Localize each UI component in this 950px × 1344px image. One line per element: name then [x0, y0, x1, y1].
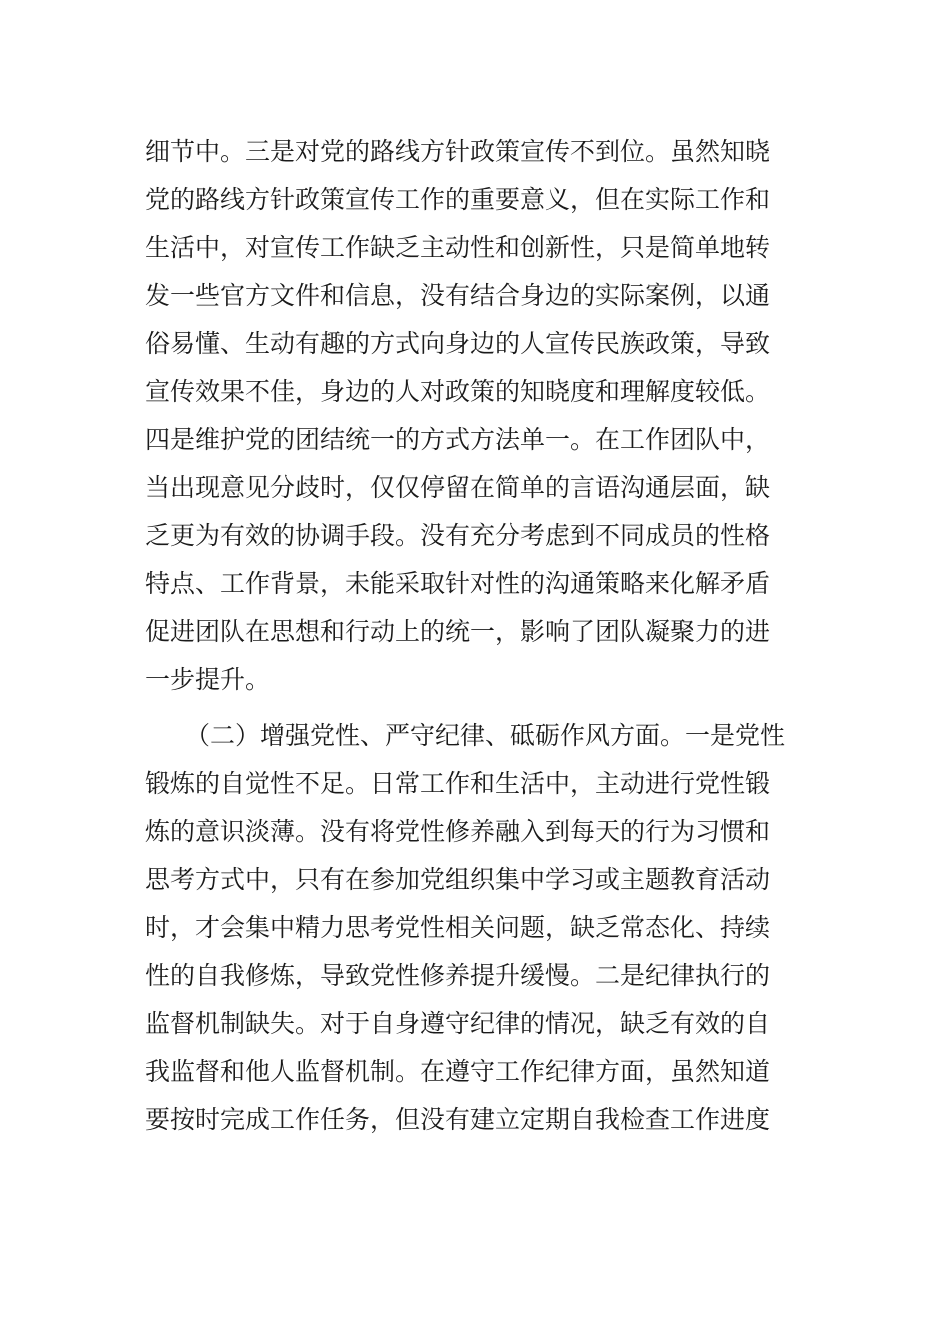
text-line: 党的路线方针政策宣传工作的重要意义，但在实际工作和	[145, 185, 771, 214]
paragraph-gap	[145, 704, 815, 712]
text-line: 发一些官方文件和信息，没有结合身边的实际案例，以通	[145, 281, 771, 310]
document-body	[145, 128, 815, 1144]
text-line: 宣传效果不佳，身边的人对政策的知晓度和理解度较低。	[145, 377, 771, 406]
text-line: 特点、工作背景，未能采取针对性的沟通策略来化解矛盾	[145, 569, 771, 598]
text-line: 锻炼的自觉性不足。日常工作和生活中，主动进行党性锻	[145, 769, 771, 798]
text-line: 监督机制缺失。对于自身遵守纪律的情况，缺乏有效的自	[145, 1009, 771, 1038]
text-line: 促进团队在思想和行动上的统一，影响了团队凝聚力的进	[145, 617, 771, 646]
text-line: 俗易懂、生动有趣的方式向身边的人宣传民族政策，导致	[145, 329, 771, 358]
text-line: 一步提升。	[145, 665, 271, 694]
text-line: 时，才会集中精力思考党性相关问题，缺乏常态化、持续	[145, 913, 771, 942]
text-line: 思考方式中，只有在参加党组织集中学习或主题教育活动	[145, 865, 771, 894]
text-line: 要按时完成工作任务，但没有建立定期自我检查工作进度	[145, 1105, 771, 1134]
paragraph-1	[145, 128, 815, 704]
text-line: 生活中，对宣传工作缺乏主动性和创新性，只是简单地转	[145, 233, 771, 262]
text-line: 我监督和他人监督机制。在遵守工作纪律方面，虽然知道	[145, 1057, 771, 1086]
text-line: 炼的意识淡薄。没有将党性修养融入到每天的行为习惯和	[145, 817, 771, 846]
text-line: 乏更为有效的协调手段。没有充分考虑到不同成员的性格	[145, 521, 771, 550]
text-line: 性的自我修炼，导致党性修养提升缓慢。二是纪律执行的	[145, 961, 771, 990]
paragraph-2	[145, 712, 815, 1144]
text-line: （二）增强党性、严守纪律、砥砺作风方面。一是党性	[185, 721, 786, 750]
text-line: 当出现意见分歧时，仅仅停留在简单的言语沟通层面，缺	[145, 473, 771, 502]
text-line: 四是维护党的团结统一的方式方法单一。在工作团队中，	[145, 425, 771, 454]
text-line: 细节中。三是对党的路线方针政策宣传不到位。虽然知晓	[145, 137, 771, 166]
